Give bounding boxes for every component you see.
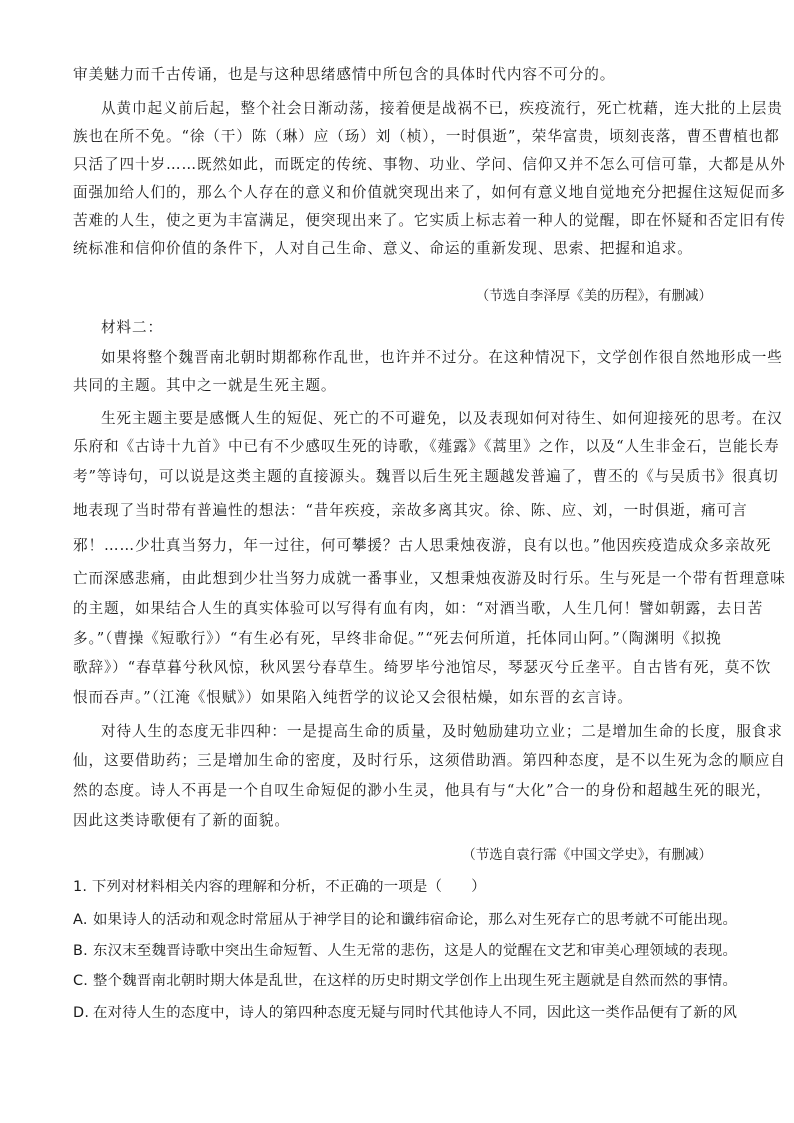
paragraph-line: 如果将整个魏晋南北朝时期都称作乱世，也许并不过分。在这种情况下，文学创作很自然地形成一些	[101, 349, 783, 366]
option-text: 整个魏晋南北朝时期大体是乱世，在这样的历史时期文学创作上出现生死主题就是自然而然的事情。	[93, 973, 738, 989]
option-text: 在对待人生的态度中，诗人的第四种态度无疑与同时代其他诗人不同，因此这一类作品便有了新的风	[93, 1005, 738, 1021]
material2-heading: 材料二：	[101, 319, 163, 336]
paragraph-line: 地表现了当时带有普遍性的想法：“昔年疾疫，亲故多离其灾。徐、陈、应、刘，一时俱逝，痛可言	[73, 502, 748, 519]
option-c[interactable]	[73, 970, 737, 992]
paragraph-line: 然的态度。诗人不再是一个自叹生命短促的渺小生灵，他具有与“大化”合一的身份和超越生死的眼光，	[73, 782, 772, 799]
option-letter: C.	[73, 973, 89, 989]
paragraph-line: 多。”（曹操《短歌行》）“有生必有死，早终非命促。”“死去何所道，托体同山阿。”（陶渊明《拟挽	[73, 630, 722, 647]
material1-source: （节选自李泽厚《美的历程》，有删减）	[475, 288, 712, 304]
paragraph-line: 对待人生的态度无非四种：一是提高生命的质量，及时勉励建功立业；二是增加生命的长度，服食求	[101, 723, 783, 740]
option-letter: D.	[73, 1005, 90, 1021]
paragraph-line: 从黄巾起义前后起，整个社会日渐动荡，接着便是战祸不已，疾疫流行，死亡枕藉，连大批的上层贵	[101, 100, 783, 117]
paragraph-line: 恨而吞声。”（江淹《恨赋》）如果陷入纯哲学的议论又会很枯燥，如东晋的玄言诗。	[73, 689, 633, 706]
option-text: 如果诗人的活动和观念时常屈从于神学目的论和谶纬宿命论，那么对生死存亡的思考就不可能出现。	[93, 912, 738, 928]
paragraph-line: 的主题，如果结合人生的真实体验可以写得有血有肉，如：“对酒当歌，人生几何！譬如朝露，去日苦	[73, 600, 764, 617]
option-text: 东汉末至魏晋诗歌中突出生命短暂、人生无常的悲伤，这是人的觉醒在文艺和审美心理领域的表现。	[93, 943, 738, 959]
option-d[interactable]	[73, 1002, 737, 1024]
paragraph-line: 邪！……少壮真当努力，年一过往，何可攀援？古人思秉烛夜游，良有以也。”他因疾疫造成众多亲故死	[73, 537, 772, 554]
paragraph-line: 因此这类诗歌便有了新的面貌。	[73, 812, 290, 829]
material1-continued-line: 审美魅力而千古传诵，也是与这种思绪感情中所包含的具体时代内容不可分的。	[73, 66, 616, 83]
paragraph-line: 乐府和《古诗十九首》中已有不少感叹生死的诗歌，《薤露》《蒿里》之作，以及“人生非金石，岂能长寿	[73, 438, 780, 455]
option-b[interactable]	[73, 940, 737, 962]
paragraph-line: 共同的主题。其中之一就是生死主题。	[73, 377, 337, 394]
paragraph-line: 只活了四十岁……既然如此，而既定的传统、事物、功业、学问、信仰又并不怎么可信可靠，大都是从外	[73, 156, 786, 173]
paragraph-line: 歌辞》）“春草暮兮秋风惊，秋风罢兮春草生。绮罗毕兮池馆尽，琴瑟灭兮丘垄平。自古皆有死，莫不饮	[73, 659, 772, 676]
paragraph-line: 苦难的人生，使之更为丰富满足，便突现出来了。它实质上标志着一种人的觉醒，即在怀疑和否定旧有传	[73, 212, 786, 229]
paragraph-line: 考”等诗句，可以说是这类主题的直接源头。魏晋以后生死主题越发普遍了，曹丕的《与吴质书》很真切	[73, 468, 779, 485]
paragraph-line: 仙，这要借助药；三是增加生命的密度，及时行乐，这须借助酒。第四种态度，是不以生死为念的顺应自	[73, 752, 786, 769]
material2-source: （节选自袁行霈《中国文学史》，有删减）	[462, 847, 712, 863]
paragraph-line: 统标准和信仰价值的条件下，人对自己生命、意义、命运的重新发现、思索、把握和追求。	[73, 240, 693, 257]
paragraph-line: 族也在所不免。“徐（干）陈（琳）应（玚）刘（桢），一时俱逝”，荣华富贵，顷刻丧落，曹丕曹植也都	[73, 128, 780, 145]
paragraph-line: 生死主题主要是感慨人生的短促、死亡的不可避免，以及表现如何对待生、如何迎接死的思考。在汉	[101, 410, 783, 427]
paragraph-line: 亡而深感悲痛，由此想到少壮当努力成就一番事业，又想秉烛夜游及时行乐。生与死是一个带有哲理意味	[73, 570, 786, 587]
option-a[interactable]	[73, 909, 737, 931]
option-letter: B.	[73, 943, 88, 959]
option-letter: A.	[73, 912, 88, 928]
question-1-stem: 1. 下列对材料相关内容的理解和分析，不正确的一项是（ ）	[73, 879, 486, 895]
paragraph-line: 面强加给人们的，那么个人存在的意义和价值就突现出来了，如何有意义地自觉地充分把握住这短促而多	[73, 184, 786, 201]
